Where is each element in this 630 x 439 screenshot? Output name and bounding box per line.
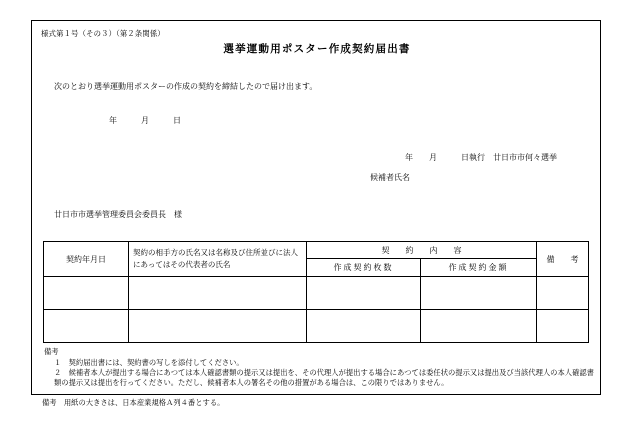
table-cell bbox=[307, 277, 421, 310]
footer-note: 備考 用紙の大きさは、日本産業規格Ａ列４番とする。 bbox=[42, 398, 225, 407]
table-cell bbox=[307, 310, 421, 343]
col-remarks: 備 考 bbox=[537, 242, 589, 277]
contract-table bbox=[43, 241, 589, 343]
table-cell bbox=[421, 277, 537, 310]
form-frame bbox=[31, 20, 601, 395]
table-row bbox=[44, 277, 589, 310]
col-contract-date: 契約年月日 bbox=[44, 242, 129, 277]
table-cell bbox=[129, 310, 307, 343]
col-copy-count: 作成契約枚数 bbox=[307, 259, 421, 277]
table-cell bbox=[129, 277, 307, 310]
table-cell bbox=[537, 277, 589, 310]
submission-date: 年 月 日 bbox=[109, 116, 181, 125]
form-code: 様式第１号（その３）（第２条関係） bbox=[41, 29, 165, 38]
col-contract-amount: 作成契約金額 bbox=[421, 259, 537, 277]
table-cell bbox=[44, 310, 129, 343]
table-cell bbox=[421, 310, 537, 343]
note-1: １ 契約届出書には、契約書の写しを添付してください。 bbox=[54, 358, 244, 367]
note-2: ２ 候補者本人が提出する場合にあつては本人確認書類の提示又は提出を、その代理人が提出する場合にあつては委任状の提示又は提出及び当該代理人の本人確認書類の提示又は提出を行ってください。ただし、候補者本人の署名その他の措置がある場合は、この限りではありません。 bbox=[54, 368, 594, 387]
intro-text: 次のとおり選挙運動用ポスターの作成の契約を締結したので届け出ます。 bbox=[54, 82, 318, 91]
election-line: 年 月 日執行 廿日市市何々選挙 bbox=[405, 153, 557, 162]
addressee: 廿日市市選挙管理委員会委員長 様 bbox=[54, 210, 182, 219]
candidate-label: 候補者氏名 bbox=[370, 173, 410, 182]
col-counterparty: 契約の相手方の氏名又は名称及び住所並びに法人にあってはその代表者の氏名 bbox=[129, 242, 307, 277]
table-cell bbox=[44, 277, 129, 310]
table-cell bbox=[537, 310, 589, 343]
notes-heading: 備考 bbox=[44, 347, 59, 356]
form-title: 選挙運動用ポスター作成契約届出書 bbox=[223, 43, 411, 55]
col-contract-content: 契 約 内 容 bbox=[307, 242, 537, 259]
table-row bbox=[44, 310, 589, 343]
